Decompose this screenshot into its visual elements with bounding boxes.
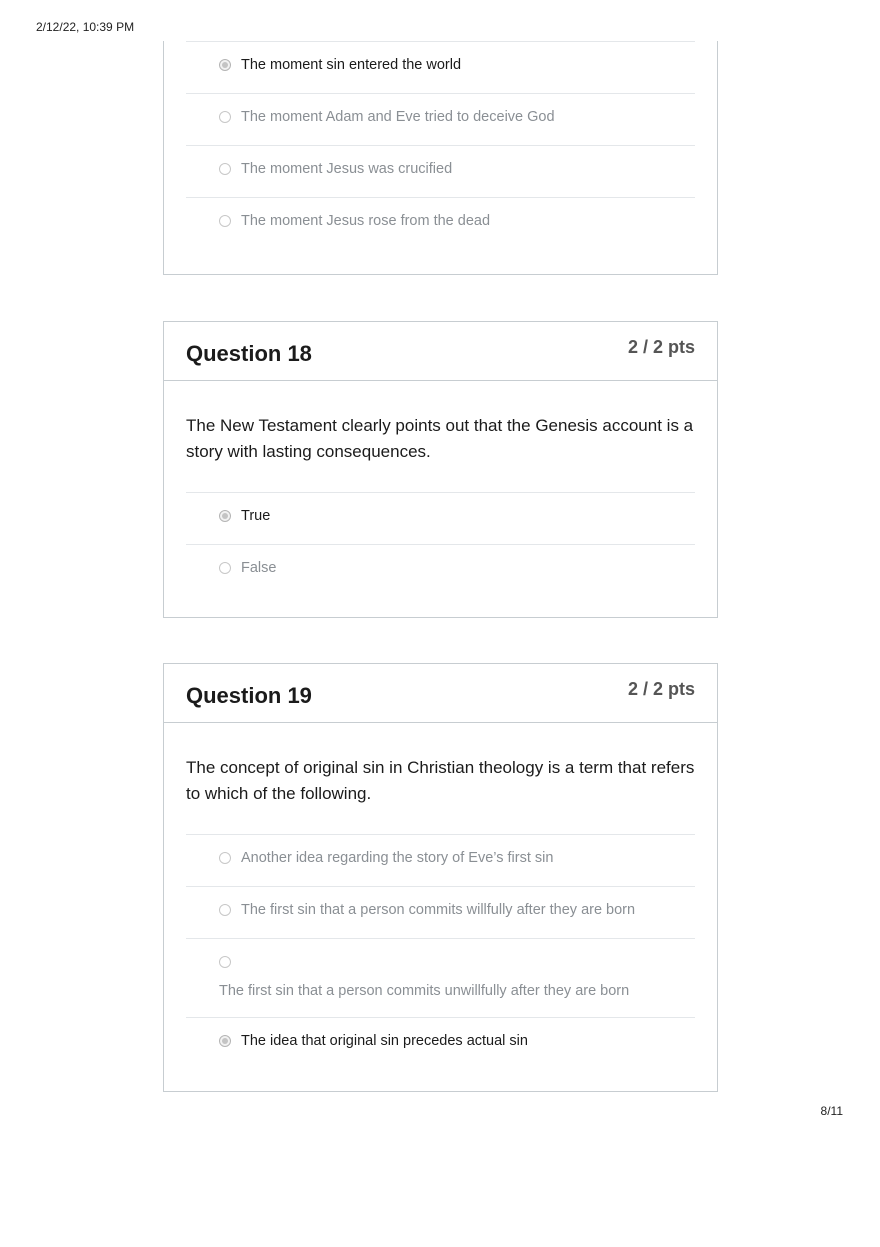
radio-icon[interactable] <box>219 111 231 123</box>
answer-label: The moment Jesus rose from the dead <box>241 213 491 229</box>
question-header <box>164 322 717 381</box>
question-18-card <box>163 321 718 618</box>
answer-label: The first sin that a person commits willfully after they are born <box>241 902 636 918</box>
radio-icon[interactable] <box>219 562 231 574</box>
radio-selected-icon[interactable] <box>219 1035 231 1047</box>
answer-option[interactable] <box>186 544 695 596</box>
answer-label: True <box>241 508 271 524</box>
answer-list <box>186 41 695 249</box>
print-footer-page-number: 8/11 <box>820 1104 843 1118</box>
radio-icon[interactable] <box>219 163 231 175</box>
radio-icon[interactable] <box>219 852 231 864</box>
question-points: 2 / 2 pts <box>627 337 695 357</box>
radio-icon[interactable] <box>219 956 231 968</box>
answer-label: False <box>241 560 277 576</box>
answer-option[interactable] <box>186 886 695 938</box>
print-header-datetime: 2/12/22, 10:39 PM <box>36 20 135 34</box>
answer-option[interactable] <box>186 1017 695 1069</box>
answer-option[interactable] <box>186 145 695 197</box>
answer-label: The moment Adam and Eve tried to deceive God <box>241 109 555 125</box>
answer-label: The first sin that a person commits unwillfully after they are born <box>219 983 630 999</box>
answer-option[interactable] <box>186 41 695 93</box>
answer-label: The idea that original sin precedes actual sin <box>241 1033 528 1049</box>
answer-option[interactable] <box>186 93 695 145</box>
question-points: 2 / 2 pts <box>627 679 695 699</box>
answer-list <box>186 492 695 596</box>
question-text: The New Testament clearly points out that the Genesis account is a story with lasting consequences. <box>186 416 694 461</box>
question-header <box>164 664 717 723</box>
answer-label: The moment Jesus was crucified <box>241 161 453 177</box>
question-19-card <box>163 663 718 1092</box>
radio-selected-icon[interactable] <box>219 59 231 71</box>
question-title: Question 18 <box>186 341 312 366</box>
question-text: The concept of original sin in Christian theology is a term that refers to which of the following. <box>186 758 695 803</box>
answer-label: The moment sin entered the world <box>241 57 462 73</box>
answer-option[interactable] <box>186 492 695 544</box>
radio-selected-icon[interactable] <box>219 510 231 522</box>
radio-icon[interactable] <box>219 904 231 916</box>
answer-label: Another idea regarding the story of Eve’s first sin <box>241 850 554 866</box>
answer-option[interactable] <box>186 938 695 1017</box>
answer-option[interactable] <box>186 834 695 886</box>
answer-option[interactable] <box>186 197 695 249</box>
radio-icon[interactable] <box>219 215 231 227</box>
question-title: Question 19 <box>186 683 312 708</box>
answer-list <box>186 834 695 1069</box>
question-17-card <box>163 41 718 275</box>
